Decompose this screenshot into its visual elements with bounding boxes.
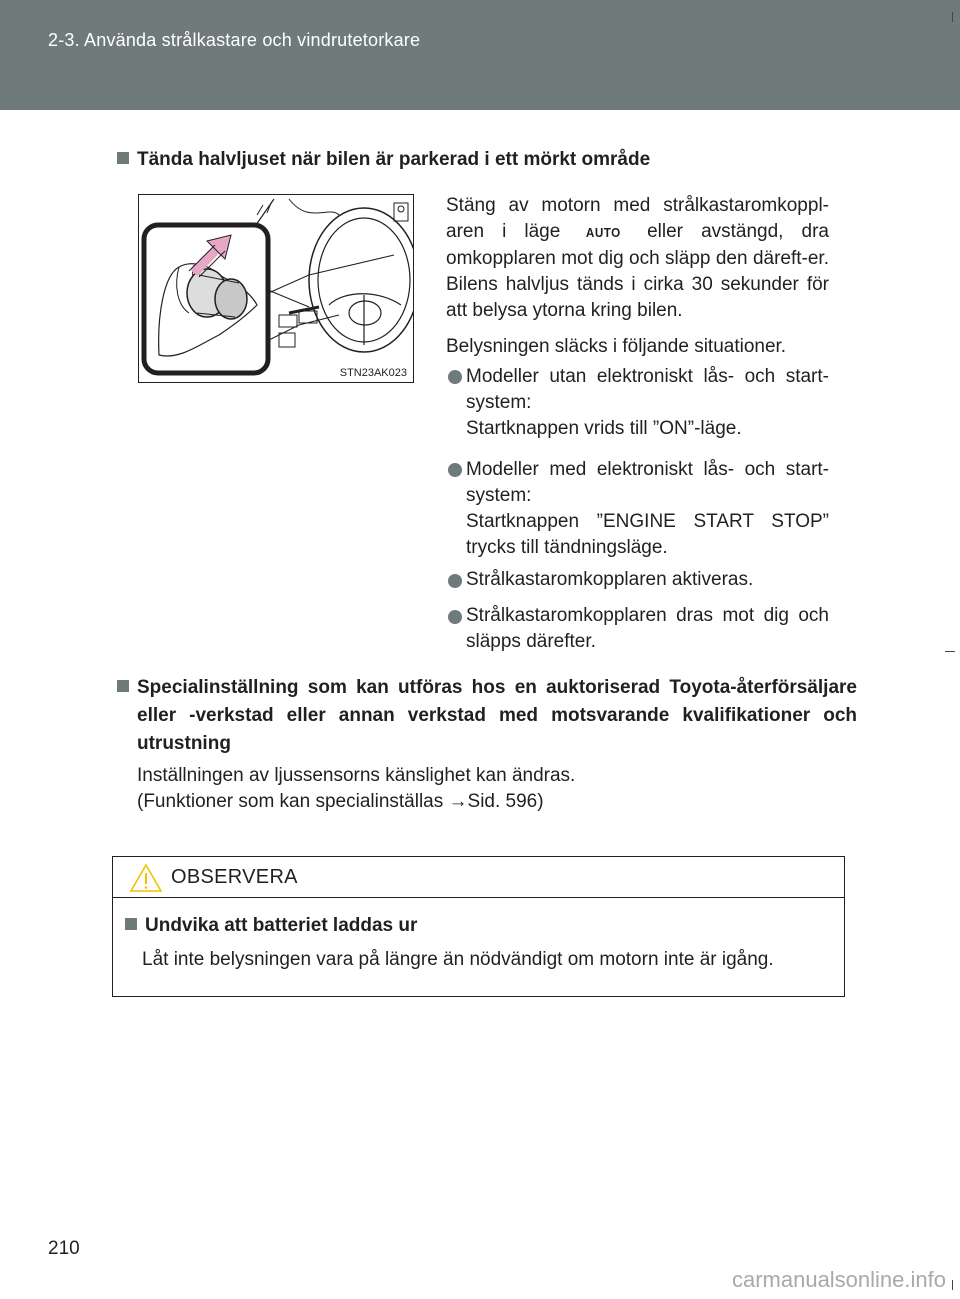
page-header <box>0 0 960 110</box>
square-bullet-icon <box>117 680 129 692</box>
notice-title: OBSERVERA <box>171 866 298 888</box>
bullet-line1: Strålkastaromkopplaren aktiveras. <box>466 569 754 590</box>
bullet-line1: Modeller med elektroniskt lås- och start-system: <box>466 459 829 506</box>
watermark: carmanualsonline.info <box>731 1267 946 1292</box>
page-reference-link[interactable]: Sid. 596) <box>467 791 544 812</box>
section-heading-parking-light <box>117 146 650 174</box>
crop-mark-top-right <box>952 12 953 22</box>
section-heading-customization <box>117 674 857 758</box>
warning-triangle-icon <box>129 863 163 893</box>
bullet-line1: Modeller utan elektroniskt lås- och start-system: <box>466 366 829 413</box>
notice-subheading-text: Undvika att batteriet laddas ur <box>145 915 418 936</box>
customization-text <box>137 763 837 815</box>
customization-line1: Inställningen av ljussensorns känslighet kan ändras. <box>137 765 576 786</box>
bullet-item <box>466 457 829 561</box>
bullet-line1: Strålkastaromkopplaren dras mot dig och släpps därefter. <box>466 605 829 652</box>
bullet-item <box>466 603 829 655</box>
bullet-dot-icon <box>448 610 462 624</box>
customization-ref-prefix: (Funktioner som kan specialinställas <box>137 791 449 812</box>
crop-mark-mid-right <box>945 651 955 652</box>
headlight-switch-illustration <box>139 195 414 383</box>
bullet-dot-icon <box>448 574 462 588</box>
auto-mode-label: AUTO <box>586 225 622 240</box>
notice-subheading <box>125 912 417 940</box>
page-number: 210 <box>48 1238 80 1259</box>
notice-text: Låt inte belysningen vara på längre än nödvändigt om motorn inte är igång. <box>142 949 774 970</box>
bullet-item <box>466 567 829 593</box>
intro-paragraph <box>446 193 829 324</box>
arrow-right-icon: → <box>448 791 468 812</box>
customization-line2 <box>137 789 837 815</box>
illustration-headlight-switch <box>138 194 414 383</box>
bullet-item <box>466 364 829 442</box>
bullet-line2: Startknappen ”ENGINE START STOP” trycks till tändningsläge. <box>466 511 829 558</box>
bullet-dot-icon <box>448 370 462 384</box>
section-heading-text: Tända halvljuset när bilen är parkerad i ett mörkt område <box>137 149 651 170</box>
section-heading-text: Specialinställning som kan utföras hos en auktoriserad Toyota-återförsäljare eller -verkstad eller annan verkstad med motsvarande kvalifikationer och utrustning <box>137 677 857 754</box>
header-title: 2-3. Använda strålkastare och vindrutetorkare <box>48 30 421 50</box>
square-bullet-icon <box>117 152 129 164</box>
crop-mark-bottom-right <box>952 1280 953 1290</box>
bullet-dot-icon <box>448 463 462 477</box>
intro-text-part2: eller avstängd, dra omkopplaren mot dig och släpp den däreft-er. Bilens halvljus tänds i cirka 30 sekunder för att belysa ytorna kring bilen. <box>446 221 829 321</box>
bullet-line2: Startknappen vrids till ”ON”-läge. <box>466 418 742 439</box>
figure-code: STN23AK023 <box>339 367 407 379</box>
intro-text-part1: Stäng av motorn med strålkastaromkoppl-aren i läge <box>446 195 829 242</box>
square-bullet-icon <box>125 918 137 930</box>
notice-box <box>112 856 845 997</box>
notice-header <box>113 857 844 898</box>
turn-off-intro: Belysningen släcks i följande situationer. <box>446 336 787 357</box>
